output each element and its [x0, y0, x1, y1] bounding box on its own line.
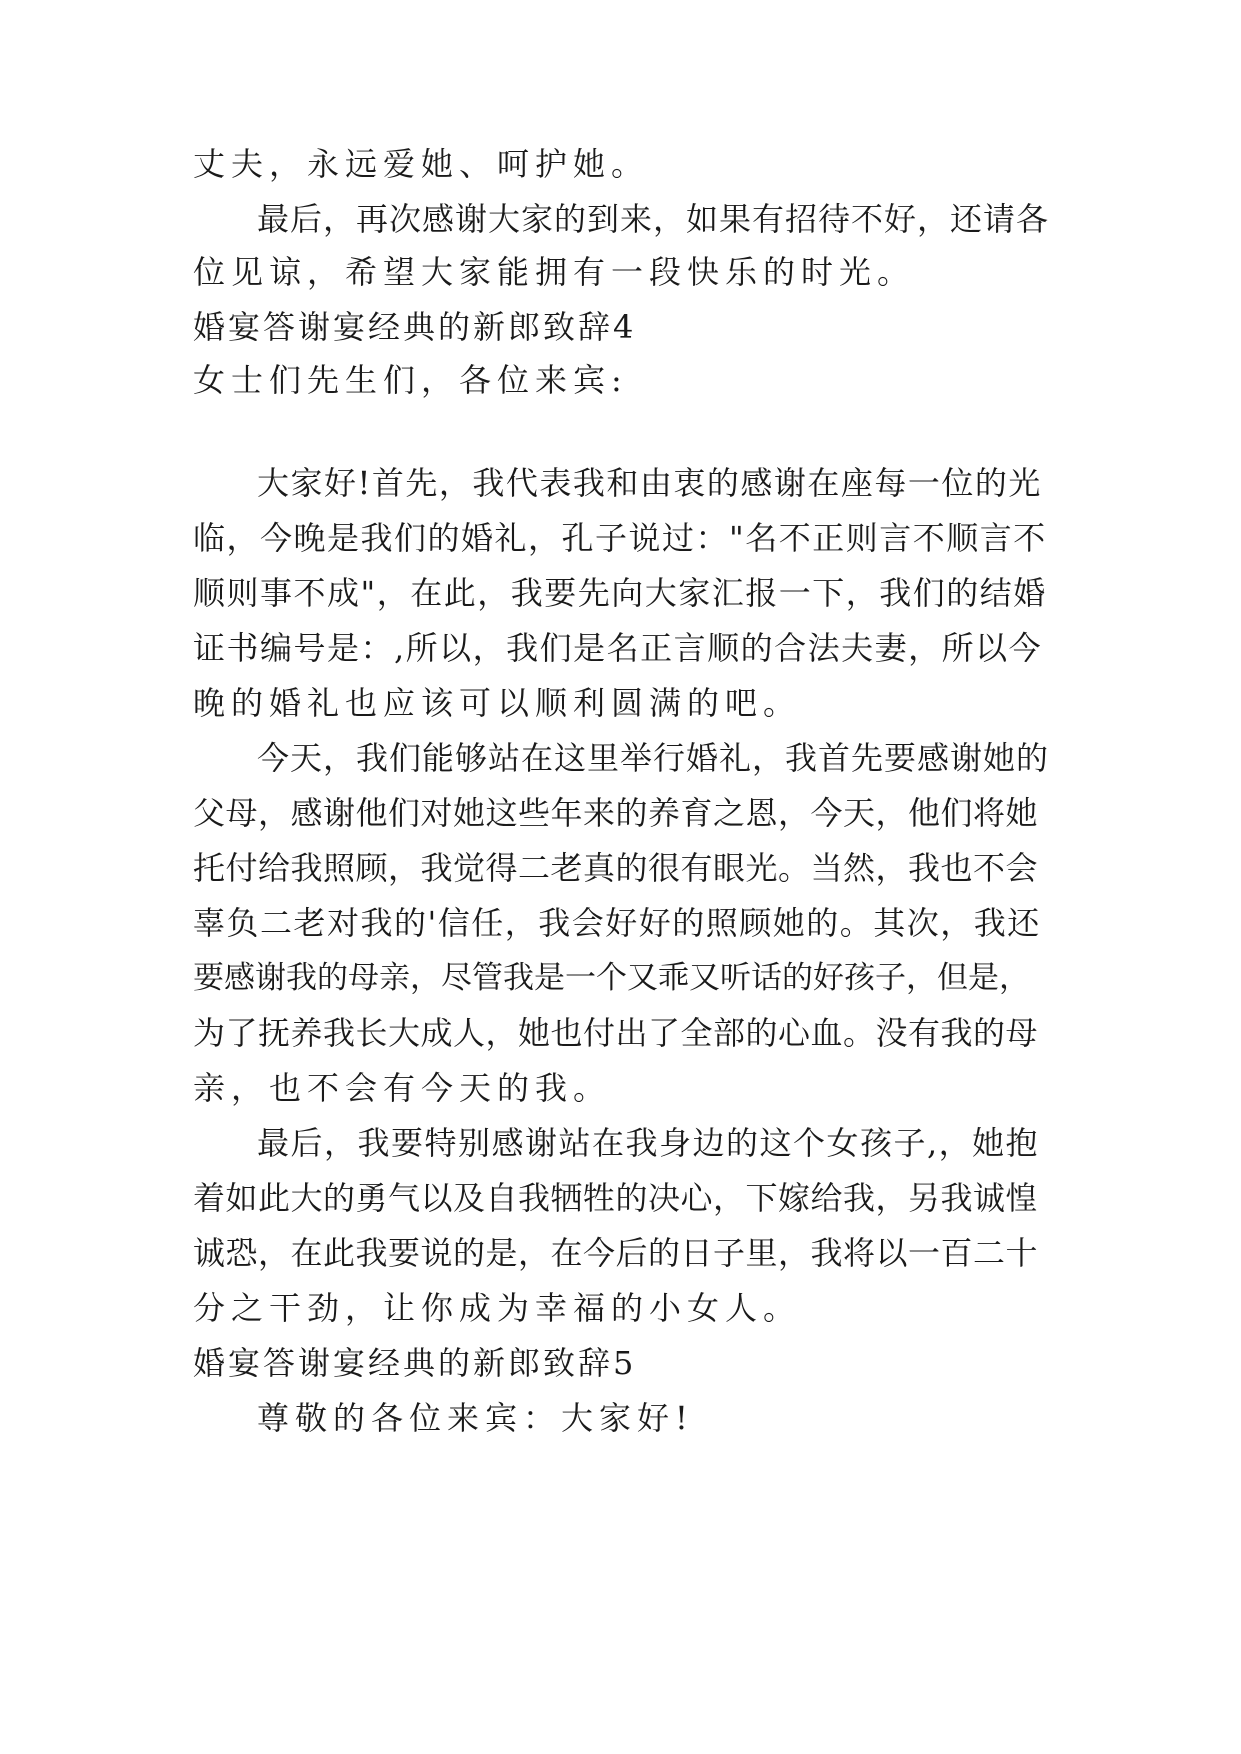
paragraph-line: 父母，感谢他们对她这些年来的养育之恩，今天，他们将她	[193, 794, 1039, 832]
paragraph-line: 最后，我要特别感谢站在我身边的这个女孩子,，她抱	[257, 1124, 1040, 1162]
section-heading-4: 婚宴答谢宴经典的新郎致辞4	[193, 308, 637, 346]
paragraph-line: 托付给我照顾，我觉得二老真的很有眼光。当然，我也不会	[193, 849, 1039, 887]
paragraph-line: 分之干劲，让你成为幸福的小女人。	[193, 1289, 802, 1327]
salutation-4: 女士们先生们，各位来宾:	[193, 361, 628, 399]
paragraph-line: 亲，也不会有今天的我。	[193, 1069, 612, 1107]
paragraph-line: 要感谢我的母亲，尽管我是一个又乖又听话的好孩子，但是，	[193, 960, 1030, 996]
closing-paragraph-line: 最后，再次感谢大家的到来，如果有招待不好，还请各	[257, 200, 1050, 238]
paragraph-line: 今天，我们能够站在这里举行婚礼，我首先要感谢她的	[257, 739, 1050, 777]
paragraph-line: 着如此大的勇气以及自我牺牲的决心，下嫁给我，另我诚惶	[193, 1179, 1039, 1217]
paragraph-line: 辜负二老对我的'信任，我会好好的照顾她的。其次，我还	[193, 904, 1041, 942]
continuation-line: 丈夫，永远爱她、呵护她。	[193, 145, 650, 183]
section-heading-5: 婚宴答谢宴经典的新郎致辞5	[193, 1344, 637, 1382]
paragraph-line: 诚恐，在此我要说的是，在今后的日子里，我将以一百二十	[193, 1234, 1039, 1272]
salutation-5: 尊敬的各位来宾：大家好!	[257, 1399, 694, 1437]
paragraph-line: 顺则事不成"，在此，我要先向大家汇报一下，我们的结婚	[193, 574, 1047, 612]
paragraph-line: 为了抚养我长大成人，她也付出了全部的心血。没有我的母	[193, 1014, 1039, 1052]
paragraph-line: 证书编号是：,所以，我们是名正言顺的合法夫妻，所以今	[193, 629, 1043, 667]
paragraph-line: 临，今晚是我们的婚礼，孔子说过："名不正则言不顺言不	[193, 519, 1047, 557]
paragraph-line: 大家好!首先，我代表我和由衷的感谢在座每一位的光	[257, 464, 1042, 502]
closing-paragraph-line: 位见谅，希望大家能拥有一段快乐的时光。	[193, 253, 916, 291]
paragraph-line: 晚的婚礼也应该可以顺利圆满的吧。	[193, 684, 802, 722]
